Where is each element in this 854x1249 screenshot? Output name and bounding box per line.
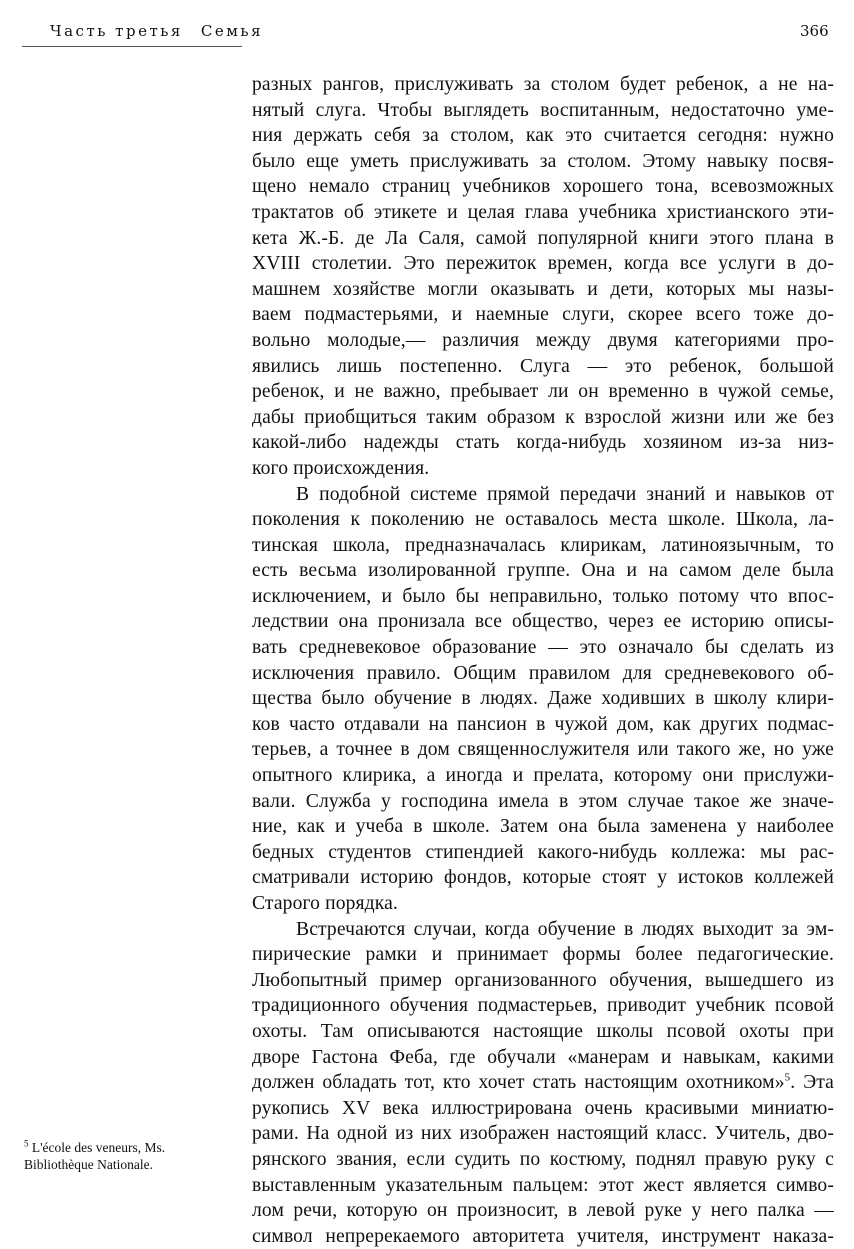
text-line: В подобной системе прямой передачи знаний и навыков от	[296, 483, 834, 505]
text-line: символ непререкаемого авторитета учителя, инструмент наказа-	[252, 1225, 834, 1247]
text-line	[252, 1070, 834, 1096]
text-line: традиционного обучения подмастерьев, приводит учебник псовой	[252, 995, 834, 1017]
text-line: дворе Гастона Феба, где обучали «манерам и навыкам, какими	[252, 1046, 834, 1068]
footnote-line: Bibliothèque Nationale.	[24, 1157, 153, 1172]
text-line: кого происхождения.	[252, 457, 430, 479]
text-line: Любопытный пример организованного обучения, вышедшего из	[252, 969, 834, 991]
text-line: ков часто отдавали на пансион в чужой дом, как других подмас-	[252, 713, 834, 735]
page-number: 366	[800, 22, 829, 40]
text-line: есть весьма изолированной группе. Она и на самом деле была	[252, 560, 834, 582]
text-line: исключением, и было бы неправильно, только потому что впос-	[252, 585, 834, 607]
text-line: кета Ж.-Б. де Ла Саля, самой популярной книги этого плана в	[252, 227, 834, 249]
page-header	[0, 0, 854, 50]
text-line: ребенок, и не важно, пребывает ли он временно в чужой семье,	[252, 381, 834, 403]
text-line: охоты. Там описываются настоящие школы псовой охоты при	[252, 1020, 834, 1042]
text-line: явились лишь постепенно. Слуга — это ребенок, большой	[252, 355, 834, 377]
text-line: сматривали историю фондов, которые стоят у истоков коллежей	[252, 867, 834, 889]
header-rule	[22, 46, 242, 47]
chapter-title: Семья	[200, 22, 264, 40]
text-line: пирические рамки и принимает формы более педагогические.	[252, 944, 834, 966]
text-line: было еще уметь прислуживать за столом. Этому навыку посвя-	[252, 150, 834, 172]
text-line: бедных студентов стипендией какого-нибудь коллежа: мы рас-	[252, 841, 834, 863]
text-line: какой-либо надежды стать когда-нибудь хозяином из-за низ-	[252, 432, 834, 454]
footnote-marker: 5	[24, 1138, 29, 1149]
paragraph	[252, 917, 834, 1249]
footnote-ref[interactable]: 5	[784, 1071, 791, 1084]
text-line: машнем хозяйстве могли оказывать и дети, которых мы назы-	[252, 278, 834, 300]
text-line: рукопись XV века иллюстрирована очень красивыми миниатю-	[252, 1097, 834, 1119]
text-line: ния держать себя за столом, как это считается сегодня: нужно	[252, 125, 834, 147]
text-run: . Эта	[790, 1072, 834, 1094]
part-title: Часть третья	[50, 22, 183, 40]
footnote	[24, 1139, 244, 1173]
text-line: Старого порядка.	[252, 893, 398, 914]
text-line: опытного клирика, а иногда и прелата, которому они прислужи-	[252, 765, 834, 787]
text-line: исключения правило. Общим правилом для средневекового об-	[252, 662, 834, 684]
text-line: тинская школа, предназначалась клирикам, латиноязычным, то	[252, 534, 834, 556]
text-line: рами. На одной из них изображен настоящий класс. Учитель, дво-	[252, 1123, 834, 1145]
text-line: выставленным указательным пальцем: этот жест является симво-	[252, 1174, 834, 1196]
text-line: поколения к поколению не оставалось места школе. Школа, ла-	[252, 509, 834, 531]
text-line: щества было обучение в людях. Даже ходивших в школу клири-	[252, 688, 834, 710]
text-line: вали. Служба у господина имела в этом случае такое же значе-	[252, 790, 834, 812]
text-line: трактатов об этикете и целая глава учебника христианского эти-	[252, 201, 834, 223]
text-line: рянского звания, если судить по костюму, поднял правую руку с	[252, 1148, 834, 1170]
text-line: дабы приобщиться таким образом к взрослой жизни или же без	[252, 406, 834, 428]
text-line: ваем подмастерьями, и наемные слуги, скорее всего тоже до-	[252, 304, 834, 326]
paragraph	[252, 72, 834, 482]
main-text	[252, 72, 834, 1249]
paragraph	[252, 482, 834, 917]
text-line: Встречаются случаи, когда обучение в людях выходит за эм-	[296, 918, 834, 940]
text-line: нятый слуга. Чтобы выглядеть воспитанным, недостаточно уме-	[252, 99, 834, 121]
text-line: ние, как и учеба в школе. Затем она была заменена у наиболее	[252, 816, 834, 838]
text-line: вольно молодые,— различия между двумя категориями про-	[252, 329, 834, 351]
text-line: XVIII столетии. Это пережиток времен, когда все услуги в до-	[252, 253, 834, 275]
running-head	[50, 22, 263, 40]
text-line: терьев, а точнее в дом священнослужителя или такого же, но уже	[252, 739, 834, 761]
text-line: разных рангов, прислуживать за столом будет ребенок, а не на-	[252, 74, 834, 95]
text-run: должен обладать тот, кто хочет стать настоящим охотником»	[252, 1072, 785, 1094]
text-line: лом речи, которую он произносит, в левой руке у него палка —	[252, 1200, 834, 1222]
footnote-line: $^5$ L'école des veneurs, Ms.	[24, 1138, 166, 1155]
text-line: щено немало страниц учебников хорошего тона, всевозможных	[252, 176, 834, 198]
text-line: вать средневековое образование — это означало бы сделать из	[252, 637, 834, 659]
text-line: ледствии она пронизала все общество, через ее историю описы-	[252, 611, 834, 633]
